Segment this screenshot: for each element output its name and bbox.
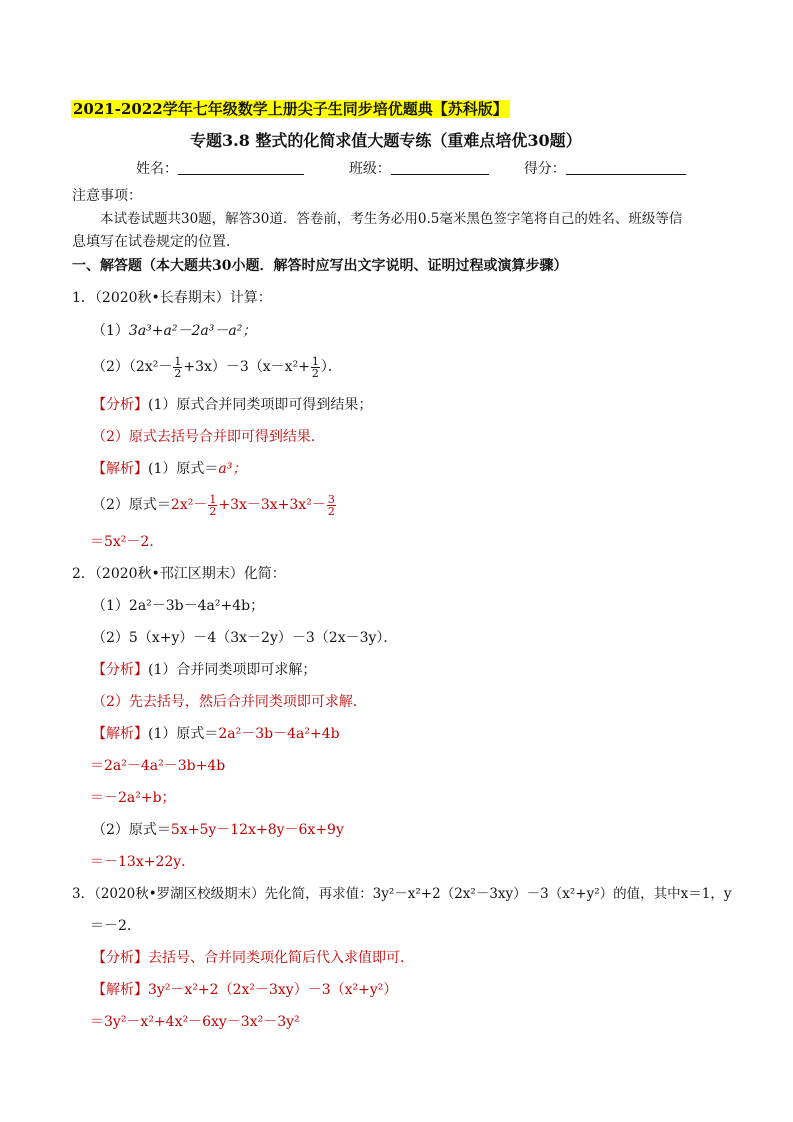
q2-solution-step3: ＝－2a²+b；: [90, 790, 176, 806]
q2-solution-final: ＝－13x+22y．: [90, 854, 196, 870]
score-blank: [566, 160, 686, 175]
fraction-three-halves: $\frac{3}{2}$: [327, 492, 335, 518]
series-banner: [71, 100, 510, 119]
name-label: 姓名：: [136, 161, 178, 177]
class-label: 班级：: [348, 161, 391, 177]
q1-solution-final: ＝5x²－2．: [90, 534, 164, 550]
student-info-row: [136, 160, 686, 178]
q1-part1: （1）3a³+a²－2a³－a²；: [92, 323, 257, 339]
page-title: 专题3.8 整式的化简求值大题专练（重难点培优30题）: [190, 131, 582, 150]
q1-part2: （2）（2x²－ $\frac{1}{2}$ +3x）－3（x－x²+ $\frac{1}{2}$ ）．: [92, 354, 342, 380]
q2-analysis-2: （2）先去括号，然后合并同类项即可求解．: [92, 694, 367, 710]
solution-tag: 【解析】: [92, 726, 148, 742]
analysis-tag: 【分析】: [92, 662, 148, 678]
q2-solution-step2: ＝2a²－4a²－3b+4b: [90, 758, 226, 774]
q2-solution-1: 【解析】(1）原式＝2a²－3b－4a²+4b: [92, 726, 340, 742]
q3-solution-step2: ＝3y²－x²+4x²－6xy－3x²－3y²: [90, 1014, 300, 1030]
q2-part1: （1）2a²－3b－4a²+4b；: [92, 598, 265, 614]
q1-analysis-2: （2）原式去括号合并即可得到结果．: [92, 429, 325, 445]
solution-tag: 【解析】: [92, 461, 148, 477]
analysis-tag: 【分析】: [92, 397, 148, 413]
q1-solution-1: 【解析】(1）原式＝a³；: [92, 461, 247, 477]
q2-solution-2: （2）原式＝5x+5y－12x+8y－6x+9y: [92, 822, 344, 838]
q3-analysis: 【分析】去括号、合并同类项化简后代入求值即可．: [92, 950, 414, 966]
fraction-half: $\frac{1}{2}$: [174, 354, 182, 380]
q3-solution: 【解析】3y²－x²+2（2x²－3xy）－3（x²+y²）: [92, 982, 398, 998]
analysis-tag: 【分析】: [92, 950, 148, 966]
notice-heading: 注意事项：: [72, 188, 142, 204]
notice-line-1: 本试卷试题共30题，解答30道．答卷前，考生务必用0.5毫米黑色签字笔将自己的姓名、班级等信: [100, 211, 683, 227]
q2-analysis-1: 【分析】(1）合并同类项即可求解；: [92, 662, 317, 678]
notice-line-2: 息填写在试卷规定的位置．: [72, 234, 240, 250]
series-title: 2021-2022学年七年级数学上册尖子生同步培优题典【苏科版】: [73, 100, 508, 118]
section-heading: 一、解答题（本大题共30小题．解答时应写出文字说明、证明过程或演算步骤）: [72, 258, 568, 274]
score-label: 得分：: [523, 161, 566, 177]
class-blank: [391, 160, 489, 175]
q2-part2: （2）5（x+y）－4（3x－2y）－3（2x－3y）．: [92, 630, 398, 646]
fraction-half: $\frac{1}{2}$: [311, 354, 319, 380]
q1-solution-2: （2）原式＝2x²－ $\frac{1}{2}$ +3x－3x+3x²－ $\frac{3}{2}$: [92, 492, 335, 518]
q3-stem-2: ＝－2．: [90, 918, 141, 934]
q1-analysis-1: 【分析】(1）原式合并同类项即可得到结果；: [92, 397, 373, 413]
solution-tag: 【解析】: [92, 982, 148, 998]
fraction-half: $\frac{1}{2}$: [209, 492, 217, 518]
q3-stem-1: 3．（2020秋•罗湖区校级期末）先化简，再求值：3y²－x²+2（2x²－3xy）－3（x²+y²）的值，其中x＝1，y: [72, 886, 732, 902]
q2-stem: 2．（2020秋•邗江区期末）化简：: [72, 566, 286, 582]
q1-stem: 1．（2020秋•长春期末）计算：: [72, 290, 272, 306]
name-blank: [178, 160, 304, 175]
